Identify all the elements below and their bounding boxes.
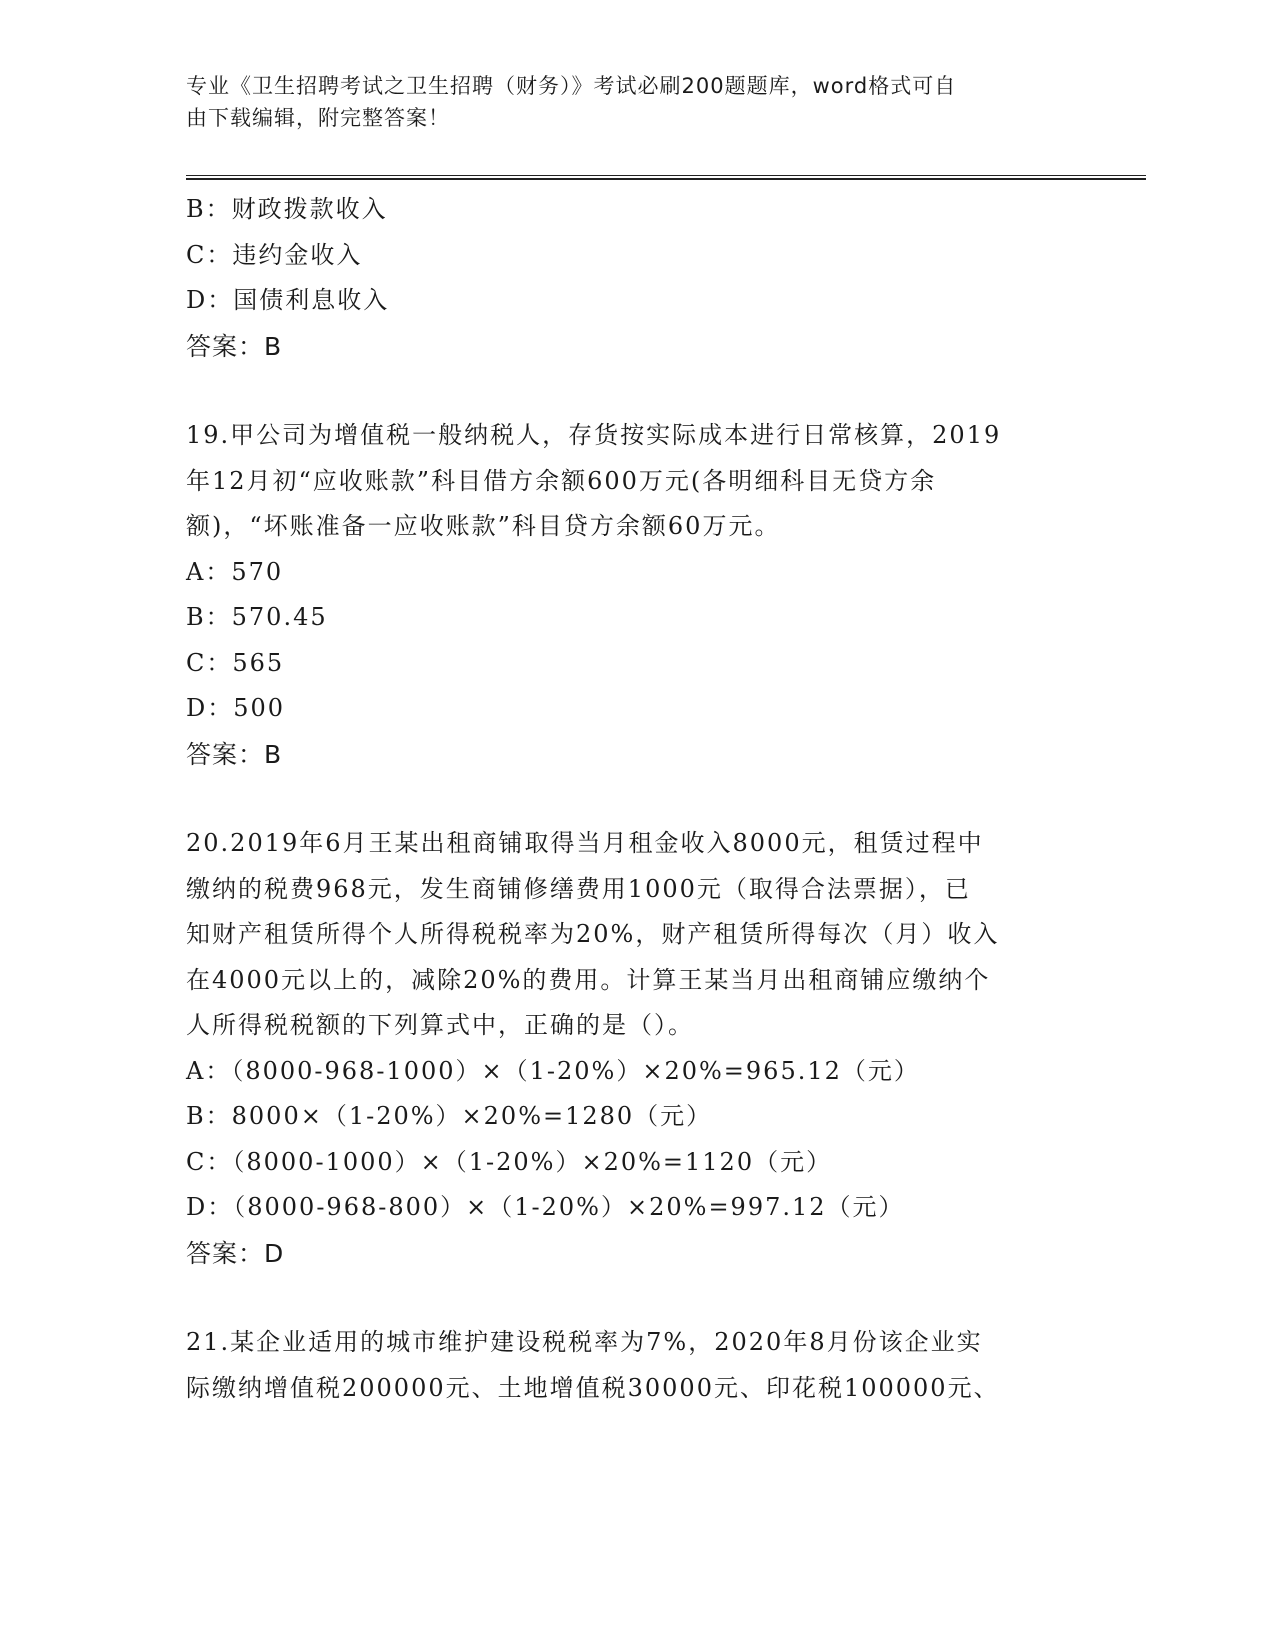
question-stem-line: 额)，“坏账准备一应收账款”科目贷方余额60万元。	[186, 512, 781, 540]
header-line-1: 专业《卫生招聘考试之卫生招聘（财务）》考试必刷200题题库，word格式可自	[186, 74, 957, 98]
question-stem-line: 年12月初“应收账款”科目借方余额600万元(各明细科目无贷方余	[186, 466, 937, 495]
option-a: A：（8000-968-1000）×（1-20%）×20%=965.12（元）	[186, 1056, 920, 1085]
option-d: D：500	[186, 694, 286, 722]
question-stem-line: 知财产租赁所得个人所得税税率为20%，财产租赁所得每次（月）收入	[186, 920, 1000, 948]
question-stem-line: 21.某企业适用的城市维护建设税税率为7%，2020年8月份该企业实	[186, 1328, 983, 1356]
answer: 答案：D	[186, 1238, 285, 1268]
document-header	[186, 70, 1066, 134]
question-stem-line: 20.2019年6月王某出租商铺取得当月租金收入8000元，租赁过程中	[186, 829, 984, 857]
option-c: C：违约金收入	[186, 240, 363, 269]
question-18-tail	[186, 187, 1086, 369]
header-line-2: 由下载编辑，附完整答案！	[186, 106, 450, 130]
option-d: D：（8000-968-800）×（1-20%）×20%=997.12（元）	[186, 1193, 905, 1221]
question-stem-line: 在4000元以上的，减除20%的费用。计算王某当月出租商铺应缴纳个	[186, 965, 991, 994]
option-b: B：8000×（1-20%）×20%=1280（元）	[186, 1102, 713, 1130]
header-rule-thin	[186, 175, 1146, 176]
option-d: D：国债利息收入	[186, 286, 390, 314]
question-stem-line: 19.甲公司为增值税一般纳税人，存货按实际成本进行日常核算，2019	[186, 421, 1002, 449]
question-stem-line: 际缴纳增值税200000元、土地增值税30000元、印花税100000元、	[186, 1373, 1000, 1402]
option-b: B：财政拨款收入	[186, 195, 388, 223]
header-rule-thick	[186, 178, 1146, 180]
question-stem-line: 人所得税税额的下列算式中，正确的是（）。	[186, 1011, 694, 1039]
question-21	[186, 1320, 1086, 1411]
answer: 答案：B	[186, 331, 283, 361]
answer: 答案：B	[186, 739, 283, 769]
question-19	[186, 413, 1086, 777]
option-c: C：565	[186, 648, 285, 677]
question-stem-line: 缴纳的税费968元，发生商铺修缮费用1000元（取得合法票据），已	[186, 874, 971, 903]
document-body	[186, 187, 1086, 1411]
option-c: C：（8000-1000）×（1-20%）×20%=1120（元）	[186, 1147, 833, 1176]
question-20	[186, 821, 1086, 1276]
option-b: B：570.45	[186, 603, 328, 631]
option-a: A：570	[186, 557, 284, 586]
